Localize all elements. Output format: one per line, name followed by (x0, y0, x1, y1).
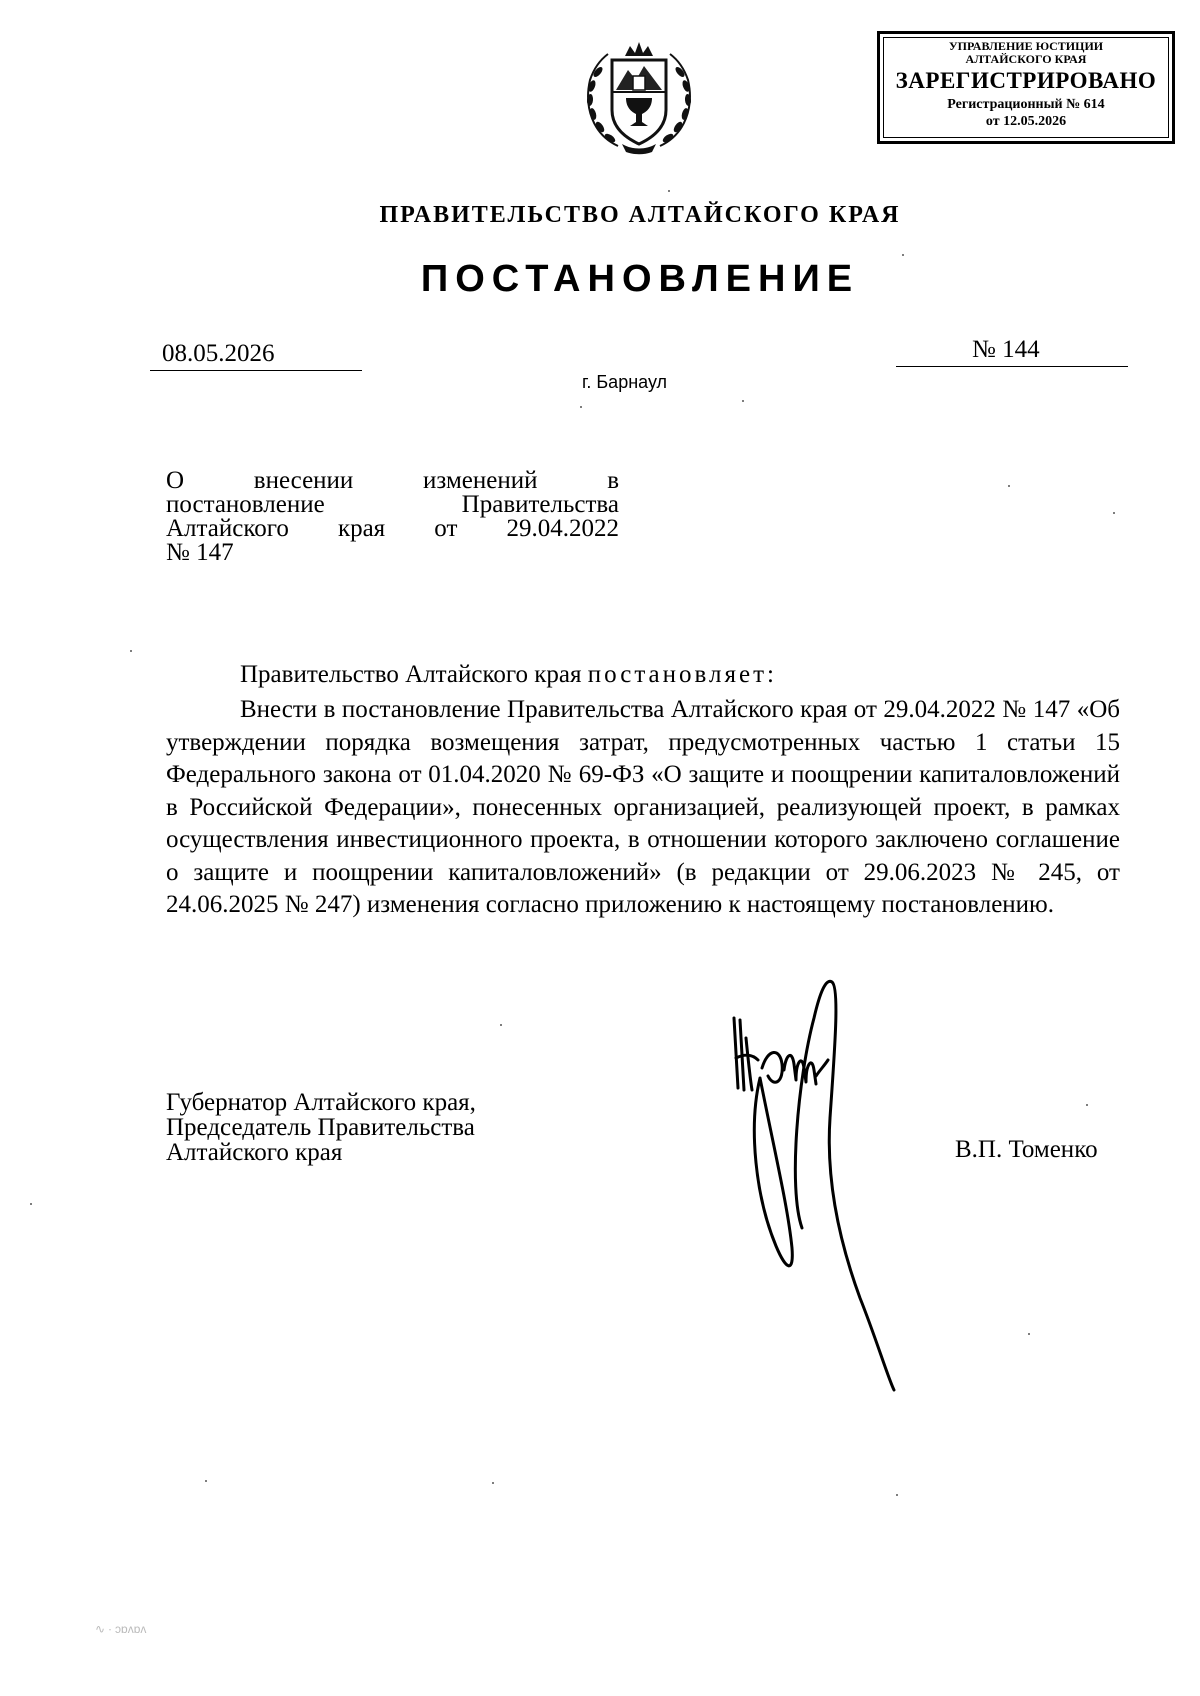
signatory-position (166, 1090, 476, 1165)
preamble-decree: постановляет: (587, 661, 777, 688)
stamp-organization-region: АЛТАЙСКОГО КРАЯ (965, 52, 1087, 66)
scan-speck (1008, 485, 1010, 487)
document-city: г. Барнаул (582, 372, 668, 392)
document-number: № 144 (972, 336, 1040, 363)
scan-speck (492, 1482, 494, 1484)
scan-speck (668, 190, 670, 192)
stamp-reg-number: Регистрационный № 614 (947, 97, 1105, 112)
document-subject (166, 469, 619, 565)
scan-speck (580, 406, 582, 408)
handwritten-signature-icon (730, 978, 926, 1398)
preamble-lead: Правительство Алтайского края (240, 661, 582, 688)
number-underline (896, 366, 1128, 367)
position-line: Губернатор Алтайского края, (166, 1089, 476, 1116)
scan-mark: ∿ ∙ ɔɒʌɒʌ (95, 1622, 147, 1636)
government-title: ПРАВИТЕЛЬСТВО АЛТАЙСКОГО КРАЯ (379, 202, 901, 228)
scan-speck (205, 1480, 207, 1482)
subject-line: О внесении изменений в (166, 467, 619, 494)
scan-speck (896, 1494, 898, 1496)
subject-line: Алтайского края от 29.04.2022 (166, 515, 619, 542)
registration-stamp (877, 31, 1175, 144)
signatory-name: В.П. Томенко (955, 1136, 1098, 1163)
position-line: Председатель Правительства (166, 1114, 475, 1141)
body-paragraph: Внести в постановление Правительства Алтайского края от 29.04.2022 № 147 «Об утверждении порядка возмещения затрат, предусмотренных частью 1 статьи 15 Федерального закона от 01.04.2020 № 69-ФЗ «О защите и поощрении капиталовложений в Российской Федерации», понесенных организацией, реализующей проект, в рамках осуществления инвестиционного проекта, в отношении которого заключено соглашение о защите и поощрении капиталовложений» (в редакции от 29.06.2023 № 245, от 24.06.2025 № 247) изменения согласно приложению к настоящему постановлению. (166, 696, 1120, 918)
stamp-reg-date: от 12.05.2026 (985, 114, 1067, 129)
document-type: ПОСТАНОВЛЕНИЕ (420, 258, 860, 300)
stamp-status: ЗАРЕГИСТРИРОВАНО (895, 68, 1157, 93)
scan-speck (500, 1024, 502, 1026)
date-underline (150, 370, 362, 371)
scan-speck (130, 650, 132, 652)
subject-line: № 147 (166, 539, 234, 566)
scan-speck (30, 1203, 32, 1205)
scan-speck (1086, 1104, 1088, 1106)
scan-speck (742, 400, 744, 402)
scan-speck (1028, 1333, 1030, 1335)
preamble (240, 661, 777, 689)
scan-speck (1113, 512, 1115, 514)
coat-of-arms-icon (578, 34, 700, 156)
document-date: 08.05.2026 (162, 340, 275, 367)
subject-line: постановление Правительства (166, 491, 619, 518)
stamp-organization: УПРАВЛЕНИЕ ЮСТИЦИИ (948, 39, 1104, 53)
scan-speck (902, 254, 904, 256)
position-line: Алтайского края (166, 1139, 343, 1166)
